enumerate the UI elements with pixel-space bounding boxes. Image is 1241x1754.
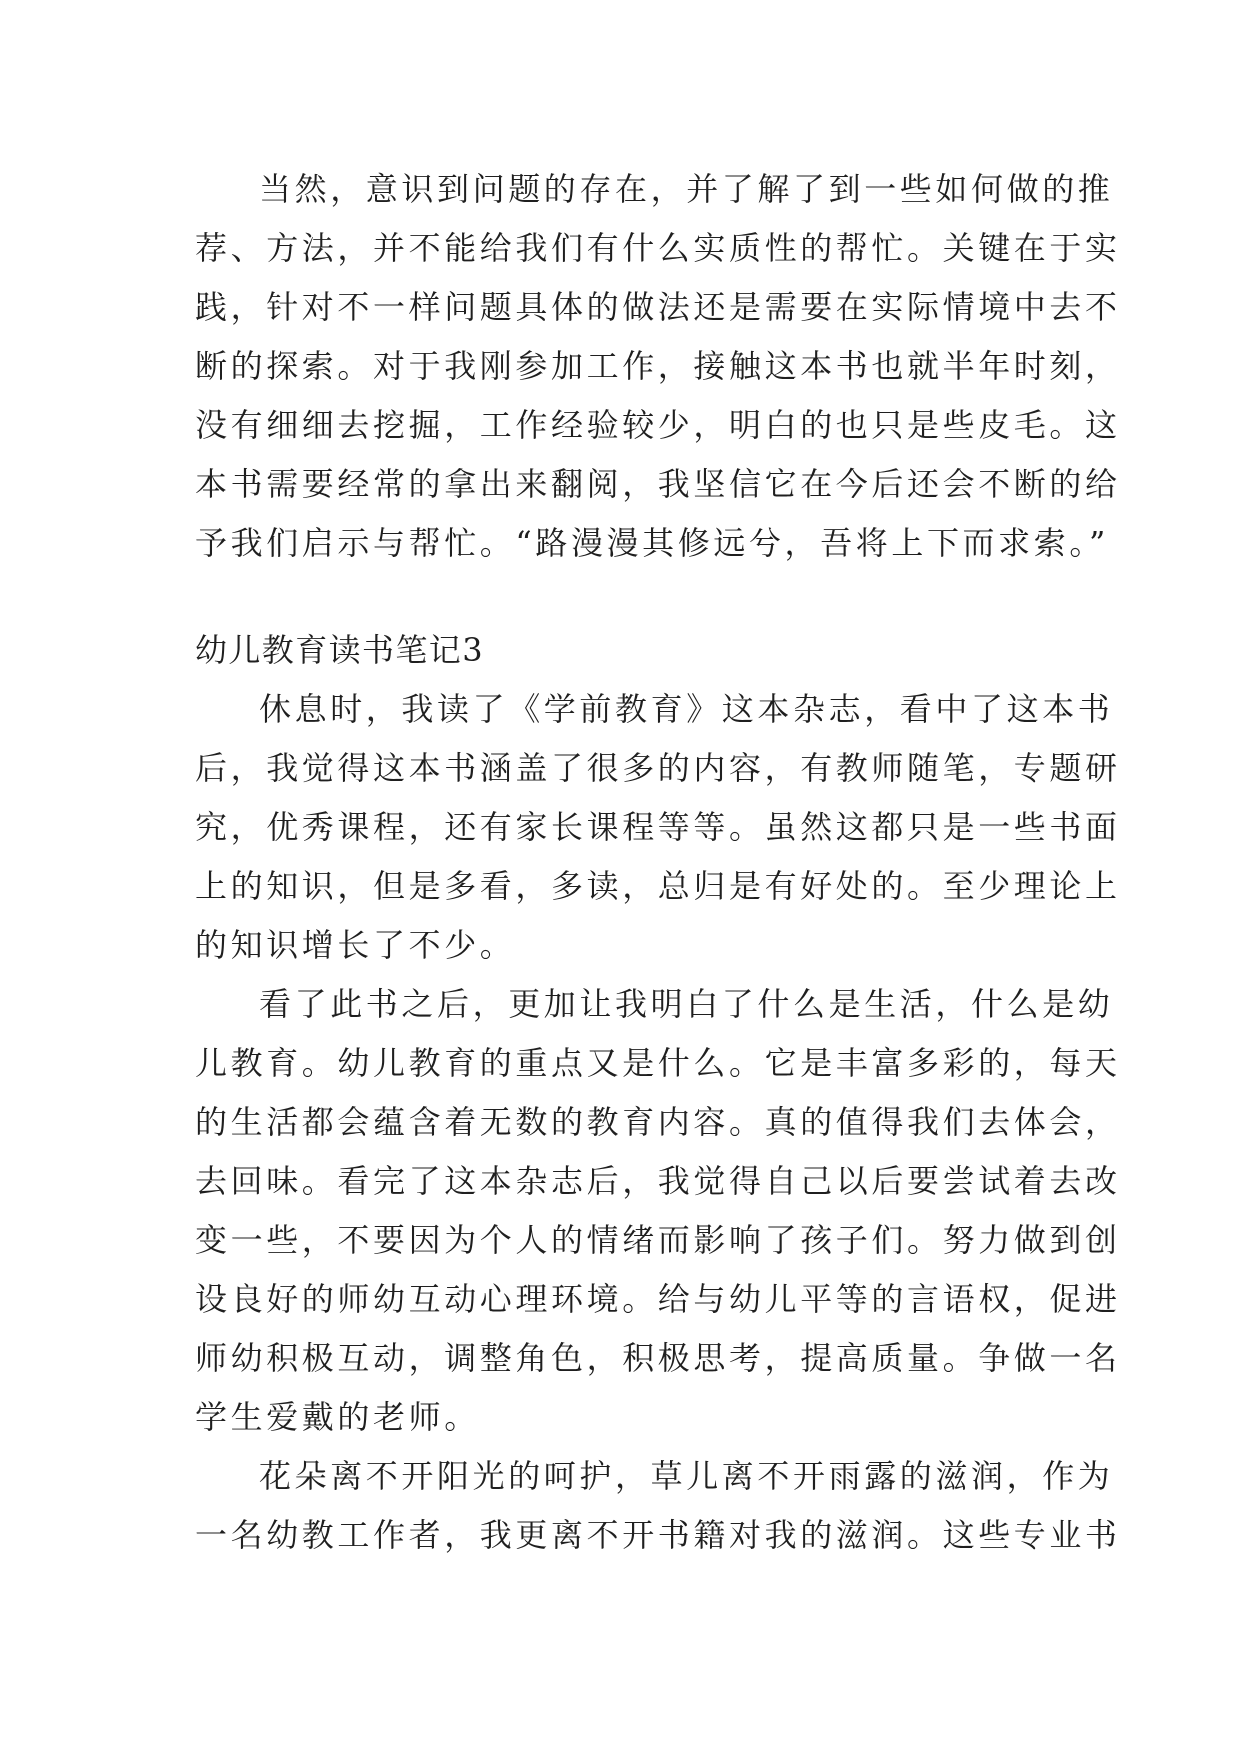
paragraph [195, 160, 1121, 573]
paragraph-line: 变一些，不要因为个人的情绪而影响了孩子们。努力做到创 [195, 1221, 1121, 1259]
paragraph-line: 荐、方法，并不能给我们有什么实质性的帮忙。关键在于实 [195, 229, 1121, 267]
paragraph-line: 儿教育。幼儿教育的重点又是什么。它是丰富多彩的，每天 [195, 1044, 1121, 1082]
paragraph-line: 花朵离不开阳光的呵护，草儿离不开雨露的滋润，作为 [259, 1457, 1114, 1495]
paragraph-line: 师幼积极互动，调整角色，积极思考，提高质量。争做一名 [195, 1339, 1121, 1377]
paragraph-line: 的生活都会蕴含着无数的教育内容。真的值得我们去体会， [195, 1103, 1121, 1141]
paragraph [195, 975, 1121, 1447]
paragraph-line: 一名幼教工作者，我更离不开书籍对我的滋润。这些专业书 [195, 1516, 1121, 1554]
paragraph-line: 去回味。看完了这本杂志后，我觉得自己以后要尝试着去改 [195, 1162, 1121, 1200]
section-spacer [195, 573, 1075, 621]
paragraph-line: 当然，意识到问题的存在，并了解了到一些如何做的推 [259, 170, 1114, 208]
paragraph-line: 学生爱戴的老师。 [195, 1398, 480, 1436]
paragraph-line: 看了此书之后，更加让我明白了什么是生活，什么是幼 [259, 985, 1114, 1023]
paragraph-line: 设良好的师幼互动心理环境。给与幼儿平等的言语权，促进 [195, 1280, 1121, 1318]
paragraph-line: 后，我觉得这本书涵盖了很多的内容，有教师随笔，专题研 [195, 749, 1121, 787]
paragraph-line: 的知识增长了不少。 [195, 926, 516, 964]
paragraph [195, 680, 1121, 975]
paragraph [195, 1447, 1121, 1565]
document-body [195, 160, 1121, 1565]
section-title: 幼儿教育读书笔记3 [195, 631, 484, 669]
paragraph-line: 上的知识，但是多看，多读，总归是有好处的。至少理论上 [195, 867, 1121, 905]
paragraph-line: 予我们启示与帮忙。“路漫漫其修远兮，吾将上下而求索。” [195, 524, 1109, 562]
paragraph-line: 究，优秀课程，还有家长课程等等。虽然这都只是一些书面 [195, 808, 1121, 846]
paragraph-line: 休息时，我读了《学前教育》这本杂志，看中了这本书 [259, 690, 1114, 728]
paragraph-line: 践，针对不一样问题具体的做法还是需要在实际情境中去不 [195, 288, 1121, 326]
paragraph-line: 本书需要经常的拿出来翻阅，我坚信它在今后还会不断的给 [195, 465, 1121, 503]
paragraph-line: 断的探索。对于我刚参加工作，接触这本书也就半年时刻， [195, 347, 1121, 385]
paragraph-line: 没有细细去挖掘，工作经验较少，明白的也只是些皮毛。这 [195, 406, 1121, 444]
